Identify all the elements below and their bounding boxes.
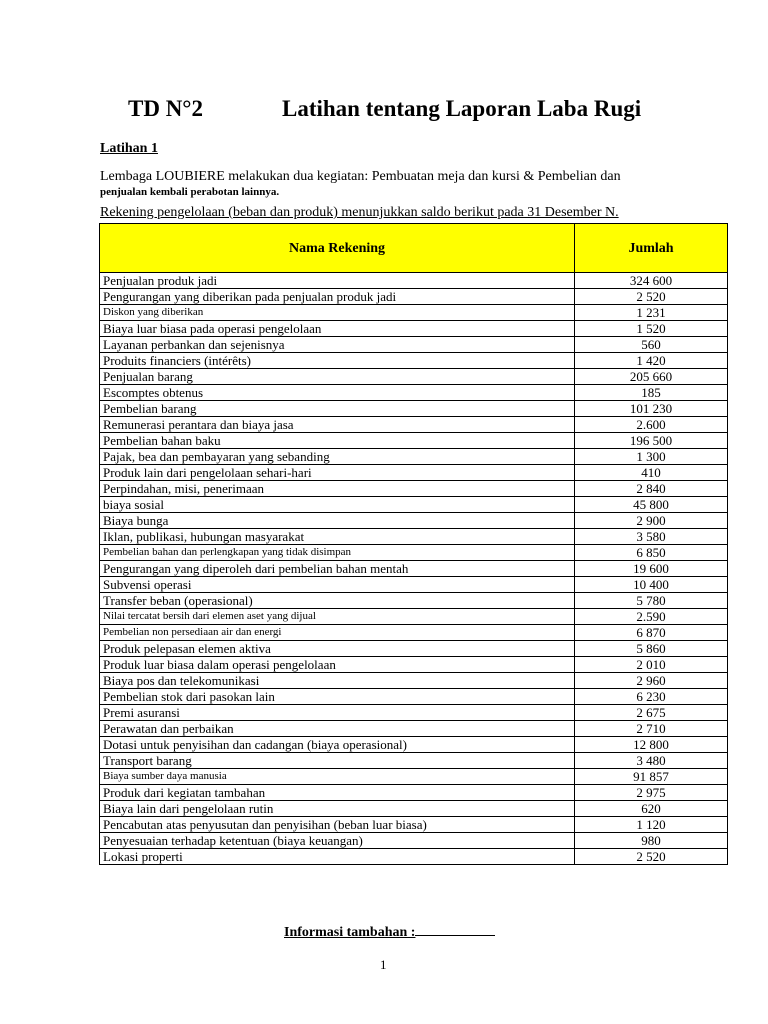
title-main: Latihan tentang Laporan Laba Rugi bbox=[282, 96, 642, 121]
amount-cell: 185 bbox=[575, 385, 728, 401]
account-name-cell: Premi asuransi bbox=[100, 705, 575, 721]
table-row bbox=[100, 657, 728, 673]
table-row bbox=[100, 737, 728, 753]
additional-info-heading bbox=[284, 925, 495, 941]
table-row bbox=[100, 305, 728, 321]
amount-cell: 5 780 bbox=[575, 593, 728, 609]
account-name-cell: Biaya luar biasa pada operasi pengelolaan bbox=[100, 321, 575, 337]
account-name-cell: Produk pelepasan elemen aktiva bbox=[100, 641, 575, 657]
table-row bbox=[100, 785, 728, 801]
accounts-table bbox=[99, 223, 728, 865]
table-row bbox=[100, 561, 728, 577]
amount-cell: 2 010 bbox=[575, 657, 728, 673]
table-row bbox=[100, 417, 728, 433]
table-row bbox=[100, 817, 728, 833]
account-name-cell: Layanan perbankan dan sejenisnya bbox=[100, 337, 575, 353]
account-name-cell: Pencabutan atas penyusutan dan penyisihan (beban luar biasa) bbox=[100, 817, 575, 833]
account-name-cell: Penyesuaian terhadap ketentuan (biaya keuangan) bbox=[100, 833, 575, 849]
page-number: 1 bbox=[380, 957, 387, 972]
amount-cell: 2 520 bbox=[575, 289, 728, 305]
table-row bbox=[100, 833, 728, 849]
account-name-cell: Penjualan barang bbox=[100, 369, 575, 385]
table-row bbox=[100, 721, 728, 737]
account-name-cell: Perpindahan, misi, penerimaan bbox=[100, 481, 575, 497]
intro-paragraph-line-3: Rekening pengelolaan (beban dan produk) menunjukkan saldo berikut pada 31 Desember N. bbox=[100, 205, 619, 220]
amount-cell: 1 420 bbox=[575, 353, 728, 369]
table-row bbox=[100, 609, 728, 625]
table-row bbox=[100, 689, 728, 705]
amount-cell: 2 520 bbox=[575, 849, 728, 865]
account-name-cell: Biaya bunga bbox=[100, 513, 575, 529]
amount-cell: 1 120 bbox=[575, 817, 728, 833]
amount-cell: 3 480 bbox=[575, 753, 728, 769]
intro-paragraph-line-2: penjualan kembali perabotan lainnya. bbox=[100, 186, 280, 198]
amount-cell: 324 600 bbox=[575, 273, 728, 289]
account-name-cell: Pembelian bahan dan perlengkapan yang tidak disimpan bbox=[100, 545, 575, 561]
amount-cell: 2 900 bbox=[575, 513, 728, 529]
account-name-cell: Subvensi operasi bbox=[100, 577, 575, 593]
document-title bbox=[128, 96, 642, 122]
table-body bbox=[100, 273, 728, 865]
account-name-cell: Remunerasi perantara dan biaya jasa bbox=[100, 417, 575, 433]
amount-cell: 45 800 bbox=[575, 497, 728, 513]
amount-cell: 2.590 bbox=[575, 609, 728, 625]
amount-cell: 101 230 bbox=[575, 401, 728, 417]
account-name-cell: Pembelian bahan baku bbox=[100, 433, 575, 449]
amount-cell: 6 850 bbox=[575, 545, 728, 561]
table-row bbox=[100, 593, 728, 609]
table-row bbox=[100, 753, 728, 769]
account-name-cell: Biaya pos dan telekomunikasi bbox=[100, 673, 575, 689]
title-prefix: TD N°2 bbox=[128, 96, 204, 121]
table-row bbox=[100, 433, 728, 449]
underline-rule bbox=[415, 934, 495, 936]
amount-cell: 620 bbox=[575, 801, 728, 817]
amount-cell: 1 231 bbox=[575, 305, 728, 321]
amount-cell: 2 840 bbox=[575, 481, 728, 497]
table-row bbox=[100, 289, 728, 305]
account-name-cell: Produits financiers (intérêts) bbox=[100, 353, 575, 369]
account-name-cell: biaya sosial bbox=[100, 497, 575, 513]
amount-cell: 560 bbox=[575, 337, 728, 353]
amount-cell: 2.600 bbox=[575, 417, 728, 433]
intro-paragraph-line-1: Lembaga LOUBIERE melakukan dua kegiatan: Pembuatan meja dan kursi & Pembelian dan bbox=[100, 169, 621, 184]
amount-cell: 5 860 bbox=[575, 641, 728, 657]
account-name-cell: Transfer beban (operasional) bbox=[100, 593, 575, 609]
table-row bbox=[100, 769, 728, 785]
account-name-cell: Pembelian barang bbox=[100, 401, 575, 417]
account-name-cell: Produk dari kegiatan tambahan bbox=[100, 785, 575, 801]
account-name-cell: Pembelian stok dari pasokan lain bbox=[100, 689, 575, 705]
account-name-cell: Transport barang bbox=[100, 753, 575, 769]
account-name-cell: Iklan, publikasi, hubungan masyarakat bbox=[100, 529, 575, 545]
amount-cell: 2 960 bbox=[575, 673, 728, 689]
table-row bbox=[100, 577, 728, 593]
amount-cell: 1 300 bbox=[575, 449, 728, 465]
table-row bbox=[100, 849, 728, 865]
table-row bbox=[100, 513, 728, 529]
amount-cell: 2 710 bbox=[575, 721, 728, 737]
table-row bbox=[100, 529, 728, 545]
amount-cell: 10 400 bbox=[575, 577, 728, 593]
amount-cell: 410 bbox=[575, 465, 728, 481]
account-name-cell: Perawatan dan perbaikan bbox=[100, 721, 575, 737]
table-row bbox=[100, 625, 728, 641]
table-row bbox=[100, 385, 728, 401]
account-name-cell: Pengurangan yang diperoleh dari pembelian bahan mentah bbox=[100, 561, 575, 577]
amount-cell: 91 857 bbox=[575, 769, 728, 785]
amount-cell: 12 800 bbox=[575, 737, 728, 753]
table-row bbox=[100, 545, 728, 561]
account-name-cell: Penjualan produk jadi bbox=[100, 273, 575, 289]
table-row bbox=[100, 321, 728, 337]
amount-cell: 6 870 bbox=[575, 625, 728, 641]
table-row bbox=[100, 465, 728, 481]
table-row bbox=[100, 497, 728, 513]
table-header-row bbox=[100, 224, 728, 273]
amount-cell: 19 600 bbox=[575, 561, 728, 577]
amount-cell: 2 675 bbox=[575, 705, 728, 721]
table-row bbox=[100, 337, 728, 353]
account-name-cell: Diskon yang diberikan bbox=[100, 305, 575, 321]
account-name-cell: Escomptes obtenus bbox=[100, 385, 575, 401]
amount-cell: 1 520 bbox=[575, 321, 728, 337]
amount-cell: 205 660 bbox=[575, 369, 728, 385]
account-name-cell: Produk luar biasa dalam operasi pengelolaan bbox=[100, 657, 575, 673]
account-name-cell: Dotasi untuk penyisihan dan cadangan (biaya operasional) bbox=[100, 737, 575, 753]
account-name-cell: Lokasi properti bbox=[100, 849, 575, 865]
account-name-cell: Produk lain dari pengelolaan sehari-hari bbox=[100, 465, 575, 481]
amount-cell: 980 bbox=[575, 833, 728, 849]
account-name-cell: Biaya sumber daya manusia bbox=[100, 769, 575, 785]
amount-cell: 2 975 bbox=[575, 785, 728, 801]
account-name-cell: Pembelian non persediaan air dan energi bbox=[100, 625, 575, 641]
table-row bbox=[100, 401, 728, 417]
table-row bbox=[100, 353, 728, 369]
amount-cell: 196 500 bbox=[575, 433, 728, 449]
account-name-cell: Pajak, bea dan pembayaran yang sebanding bbox=[100, 449, 575, 465]
table-row bbox=[100, 801, 728, 817]
table-row bbox=[100, 705, 728, 721]
account-name-cell: Pengurangan yang diberikan pada penjualan produk jadi bbox=[100, 289, 575, 305]
table-row bbox=[100, 481, 728, 497]
section-heading: Latihan 1 bbox=[100, 141, 158, 156]
header-amount: Jumlah bbox=[575, 224, 728, 273]
table-row bbox=[100, 673, 728, 689]
table-row bbox=[100, 273, 728, 289]
account-name-cell: Biaya lain dari pengelolaan rutin bbox=[100, 801, 575, 817]
table-row bbox=[100, 641, 728, 657]
table-row bbox=[100, 369, 728, 385]
table-row bbox=[100, 449, 728, 465]
amount-cell: 6 230 bbox=[575, 689, 728, 705]
amount-cell: 3 580 bbox=[575, 529, 728, 545]
additional-info-label: Informasi tambahan : bbox=[284, 925, 416, 940]
account-name-cell: Nilai tercatat bersih dari elemen aset yang dijual bbox=[100, 609, 575, 625]
header-account-name: Nama Rekening bbox=[100, 224, 575, 273]
